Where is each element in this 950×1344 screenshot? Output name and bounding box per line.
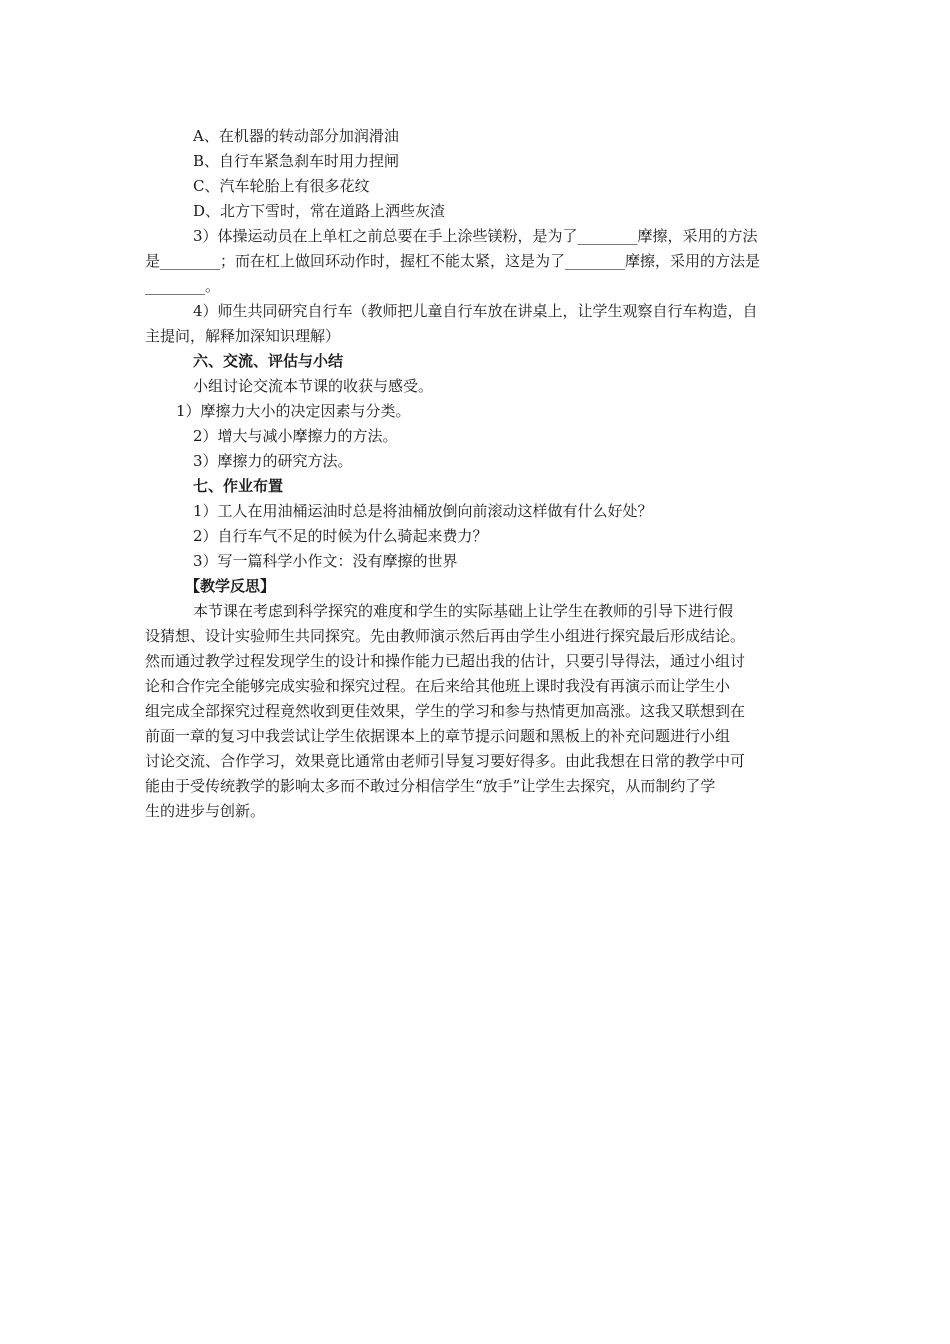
reflection-line: 生的进步与创新。 <box>145 802 266 820</box>
section-6-heading: 六、交流、评估与小结 <box>193 352 344 370</box>
question-3-line-2: 是________；而在杠上做回环动作时，握杠不能太紧，这是为了________摩擦，采用的方法是 <box>145 252 761 270</box>
section-7-item-2: 2）自行车气不足的时候为什么骑起来费力？ <box>193 527 488 545</box>
option-b: B、自行车紧急刹车时用力捏闸 <box>193 152 400 170</box>
reflection-heading: 【教学反思】 <box>185 577 276 595</box>
reflection-line: 设猜想、设计实验师生共同探究。先由教师演示然后再由学生小组进行探究最后形成结论。 <box>145 627 746 645</box>
question-4-line-2: 主提问，解释加深知识理解） <box>145 327 341 345</box>
reflection-line: 本节课在考虑到科学探究的难度和学生的实际基础上让学生在教师的引导下进行假 <box>193 602 734 620</box>
question-3-line-1: 3）体操运动员在上单杠之前总要在手上涂些镁粉，是为了________摩擦，采用的方法 <box>193 227 758 245</box>
option-a: A、在机器的转动部分加润滑油 <box>193 127 399 145</box>
reflection-line: 组完成全部探究过程竟然收到更佳效果，学生的学习和参与热情更加高涨。这我又联想到在 <box>145 702 746 720</box>
section-7-item-3: 3）写一篇科学小作文：没有摩擦的世界 <box>193 552 458 570</box>
section-6-item-3: 3）摩擦力的研究方法。 <box>193 452 353 470</box>
reflection-line: 论和合作完全能够完成实验和探究过程。在后来给其他班上课时我没有再演示而让学生小 <box>145 677 731 695</box>
question-4-line-1: 4）师生共同研究自行车（教师把儿童自行车放在讲桌上，让学生观察自行车构造，自 <box>193 302 758 320</box>
section-7-heading: 七、作业布置 <box>193 477 284 495</box>
option-c: C、汽车轮胎上有很多花纹 <box>193 177 370 195</box>
reflection-line: 然而通过教学过程发现学生的设计和操作能力已超出我的估计，只要引导得法，通过小组讨 <box>145 652 746 670</box>
section-6-item-2: 2）增大与减小摩擦力的方法。 <box>193 427 398 445</box>
reflection-line: 讨论交流、合作学习，效果竟比通常由老师引导复习要好得多。由此我想在日常的教学中可 <box>145 752 746 770</box>
reflection-line: 能由于受传统教学的影响太多而不敢过分相信学生“放手”让学生去探究，从而制约了学 <box>145 777 716 795</box>
reflection-line: 前面一章的复习中我尝试让学生依据课本上的章节提示问题和黑板上的补充问题进行小组 <box>145 727 731 745</box>
section-6-item-1: 1）摩擦力大小的决定因素与分类。 <box>176 402 411 420</box>
section-7-item-1: 1）工人在用油桶运油时总是将油桶放倒向前滚动这样做有什么好处？ <box>193 502 653 520</box>
question-3-line-3: ________。 <box>145 277 221 295</box>
option-d: D、北方下雪时，常在道路上洒些灰渣 <box>193 202 446 220</box>
section-6-intro: 小组讨论交流本节课的收获与感受。 <box>193 377 434 395</box>
